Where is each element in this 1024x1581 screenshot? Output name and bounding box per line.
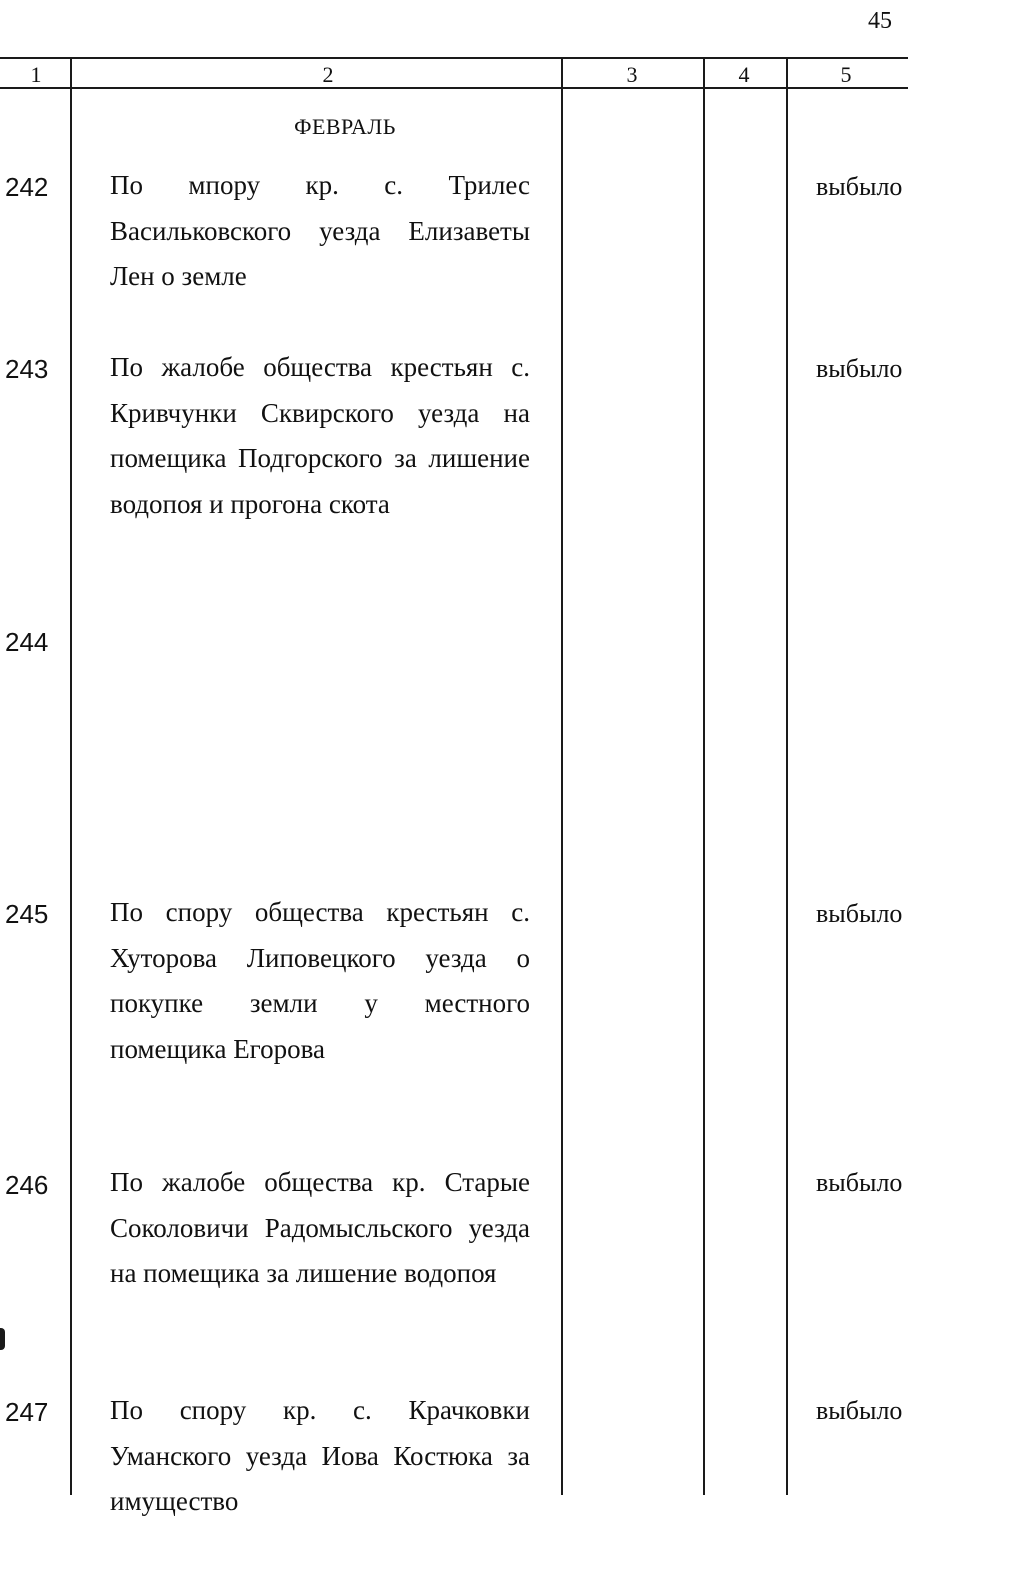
row-number: 242 [5, 172, 49, 202]
row-status: выбыло [816, 354, 903, 383]
column-header-1: 1 [30, 62, 42, 87]
row-status: выбыло [816, 899, 903, 928]
row-description: По жалобе общества кр. Старые Соколовичи Радомысльского уезда на помещика за лишение водопоя [110, 1167, 530, 1288]
row-status: выбыло [816, 1396, 903, 1425]
table-top-rule [0, 57, 908, 59]
row-status: выбыло [816, 1168, 903, 1197]
column-divider-4 [786, 57, 788, 1495]
section-title: ФЕВРАЛЬ [294, 114, 396, 139]
row-number: 243 [5, 354, 49, 384]
row-number: 247 [5, 1397, 49, 1427]
scan-smudge [0, 1328, 5, 1350]
column-header-5: 5 [840, 62, 852, 87]
column-header-2: 2 [322, 62, 334, 87]
row-number: 244 [5, 627, 49, 657]
row-description: По спору кр. с. Крачковки Уманского уезда Иова Костюка за имущество [110, 1395, 530, 1516]
row-status: выбыло [816, 172, 903, 201]
row-description: По мпору кр. с. Трилес Васильковского уезда Елизаветы Лен о земле [110, 170, 530, 291]
column-divider-1 [70, 57, 72, 1495]
row-number: 245 [5, 899, 49, 929]
column-divider-3 [703, 57, 705, 1495]
row-number: 246 [5, 1170, 49, 1200]
column-header-3: 3 [626, 62, 638, 87]
column-divider-2 [561, 57, 563, 1495]
row-description: По спору общества крестьян с. Хуторова Липовецкого уезда о покупке земли у местного помещика Егорова [110, 897, 530, 1064]
column-header-4: 4 [738, 62, 750, 87]
page-number: 45 [868, 8, 892, 34]
row-description: По жалобе общества крестьян с. Кривчунки Сквирского уезда на помещика Подгорского за лишение водопоя и прогона скота [110, 352, 530, 519]
